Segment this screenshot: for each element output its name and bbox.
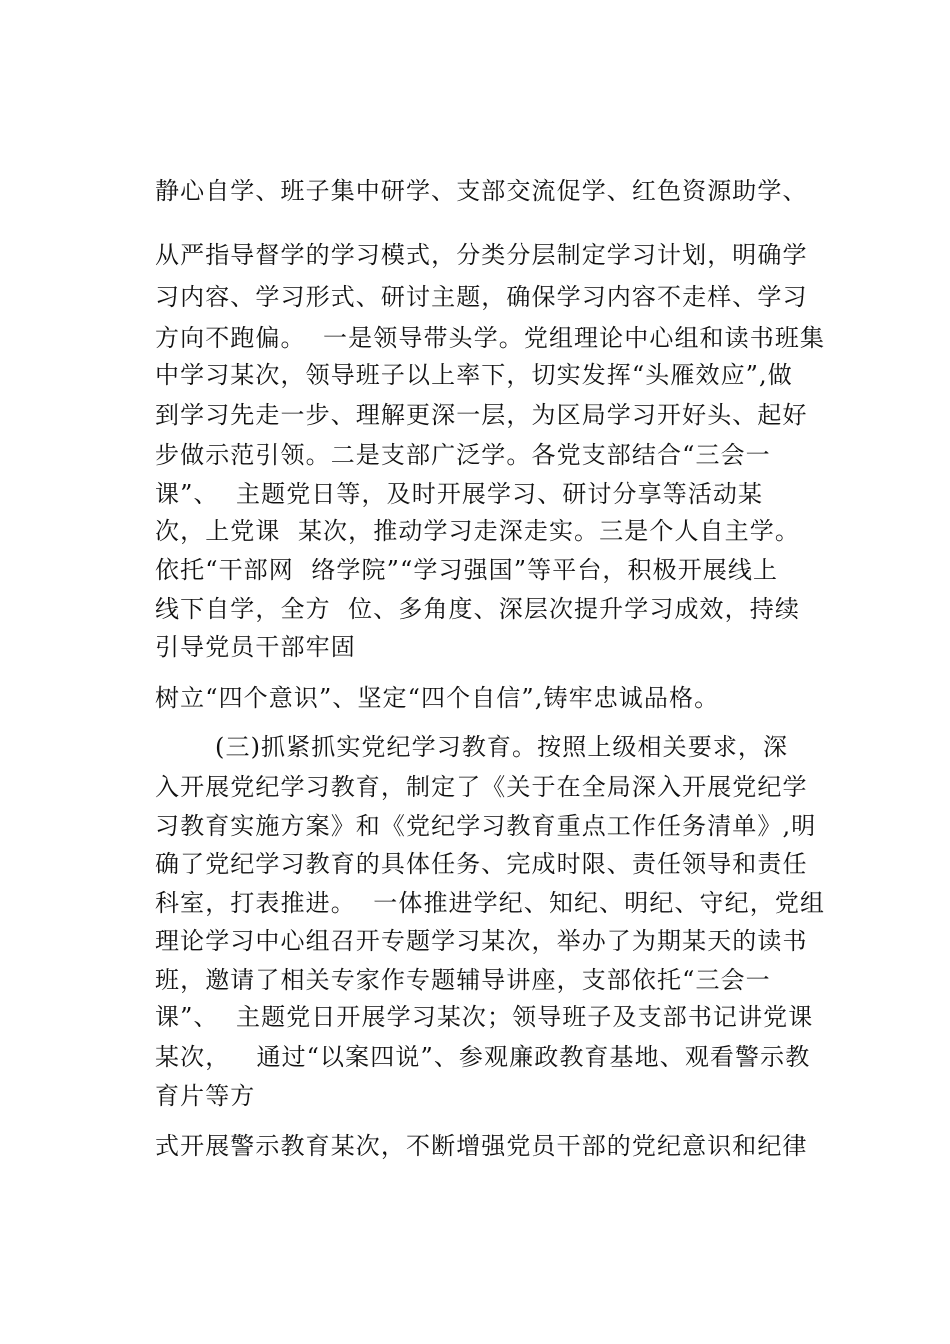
text-line: 步做示范引领。二是支部广泛学。各党支部结合“三会一 [155, 441, 771, 469]
section-heading-line: (三)抓紧抓实党纪学习教育。按照上级相关要求，深 [215, 733, 789, 761]
text-line: 到学习先走一步、理解更深一层，为区局学习开好头、起好 [155, 401, 808, 429]
text-line: 课”、 主题党日开展学习某次；领导班子及支部书记讲党课 [155, 1003, 814, 1031]
text-line: 入开展党纪学习教育，制定了《关于在全局深入开展党纪学 [155, 773, 808, 801]
text-line: 中学习某次，领导班子以上率下，切实发挥“头雁效应”,做 [155, 361, 793, 389]
text-line: 课”、 主题党日等，及时开展学习、研讨分享等活动某 [155, 480, 764, 508]
text-line: 理论学习中心组召开专题学习某次，举办了为期某天的读书 [155, 927, 808, 955]
text-line: 树立“四个意识”、坚定“四个自信”,铸牢忠诚品格。 [155, 684, 720, 712]
text-line: 线下自学，全方 位、多角度、深层次提升学习成效，持续 [155, 595, 800, 623]
text-line: 静心自学、班子集中研学、支部交流促学、红色资源助学、 [155, 177, 808, 205]
text-line: 方向不跑偏。 一是领导带头学。党组理论中心组和读书班集 [155, 324, 826, 352]
text-line: 次，上党课 某次，推动学习走深走实。三是个人自主学。 [155, 517, 800, 545]
text-line: 科室，打表推进。 一体推进学纪、知纪、明纪、守纪，党组 [155, 889, 826, 917]
text-line: 班，邀请了相关专家作专题辅导讲座，支部依托“三会一 [155, 966, 771, 994]
text-line: 依托“干部网 络学院”“学习强国”等平台，积极开展线上 [155, 556, 779, 584]
text-line: 习教育实施方案》和《党纪学习教育重点工作任务清单》,明 [155, 812, 817, 840]
text-line: 引导党员干部牢固 [155, 633, 356, 661]
text-line: 某次， 通过“以案四说”、参观廉政教育基地、观看警示教 [155, 1043, 811, 1071]
text-line: 式开展警示教育某次，不断增强党员干部的党纪意识和纪律 [155, 1132, 808, 1160]
text-line: 习内容、学习形式、研讨主题，确保学习内容不走样、学习 [155, 283, 808, 311]
text-line: 育片等方 [155, 1082, 256, 1110]
text-line: 确了党纪学习教育的具体任务、完成时限、责任领导和责任 [155, 850, 808, 878]
text-line: 从严指导督学的学习模式，分类分层制定学习计划，明确学 [155, 241, 808, 269]
